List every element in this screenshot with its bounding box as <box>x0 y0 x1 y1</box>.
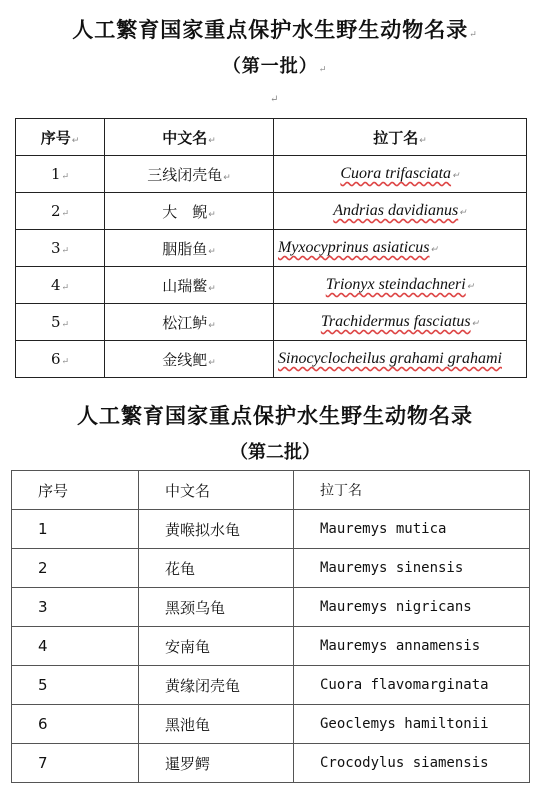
cell-number: 7 <box>12 744 139 783</box>
cell-latin-name: Myxocyprinus asiaticus↵ <box>274 230 527 267</box>
cell-latin-name: Mauremys nigricans <box>294 588 530 627</box>
table-row <box>12 744 530 783</box>
cell-number: 2 <box>12 549 139 588</box>
cell-chinese-name: 黄缘闭壳龟 <box>139 666 294 705</box>
cell-latin-name: Mauremys annamensis <box>294 627 530 666</box>
cell-chinese-name: 黑颈乌龟 <box>139 588 294 627</box>
list1-batch-text: （第一批） <box>222 56 318 77</box>
cell-chinese-name: 金线鲃↵ <box>105 341 274 378</box>
list2-title: 人工繁育国家重点保护水生野生动物名录 <box>77 403 473 428</box>
cell-number: 5↵ <box>16 304 105 341</box>
table-row <box>16 267 527 304</box>
header-cell-latin-name: 拉丁名 <box>294 471 530 510</box>
table-row <box>12 705 530 744</box>
table-row <box>12 588 530 627</box>
table-row <box>16 230 527 267</box>
cell-chinese-name: 山瑞鳖↵ <box>105 267 274 304</box>
table-header-row <box>12 471 530 510</box>
header-cell-number: 序号 <box>12 471 139 510</box>
cell-latin-name: Geoclemys hamiltonii <box>294 705 530 744</box>
cell-number: 1 <box>12 510 139 549</box>
table-row <box>16 193 527 230</box>
cell-latin-name: Trachidermus fasciatus↵ <box>274 304 527 341</box>
list1-title-text: 人工繁育国家重点保护水生野生动物名录 <box>72 17 469 42</box>
cell-latin-name: Cuora flavomarginata <box>294 666 530 705</box>
cell-latin-name: Sinocyclocheilus grahami grahami <box>274 341 527 378</box>
table-row <box>12 510 530 549</box>
cell-latin-name: Crocodylus siamensis <box>294 744 530 783</box>
cell-number: 4↵ <box>16 267 105 304</box>
cell-number: 4 <box>12 627 139 666</box>
header-cell-chinese-name: 中文名↵ <box>105 119 274 156</box>
cell-chinese-name: 黄喉拟水龟 <box>139 510 294 549</box>
table-row <box>16 341 527 378</box>
table-header-row <box>16 119 527 156</box>
paragraph-mark-icon: ↵ <box>318 65 328 75</box>
cell-chinese-name: 黑池龟 <box>139 705 294 744</box>
cell-latin-name: Andrias davidianus↵ <box>274 193 527 230</box>
cell-number: 5 <box>12 666 139 705</box>
list2-batch: （第二批） <box>230 442 320 463</box>
cell-number: 2↵ <box>16 193 105 230</box>
paragraph-mark-icon: ↵ <box>469 30 478 40</box>
cell-chinese-name: 大 鲵↵ <box>105 193 274 230</box>
paragraph-mark-icon: ↵ <box>270 94 279 105</box>
table-row <box>12 666 530 705</box>
cell-latin-name: Mauremys mutica <box>294 510 530 549</box>
cell-latin-name: Cuora trifasciata↵ <box>274 156 527 193</box>
list1-batch <box>0 52 550 78</box>
cell-chinese-name: 松江鲈↵ <box>105 304 274 341</box>
list1-title <box>0 14 550 44</box>
table-row <box>16 304 527 341</box>
cell-chinese-name: 胭脂鱼↵ <box>105 230 274 267</box>
header-cell-chinese-name: 中文名 <box>139 471 294 510</box>
table-row <box>16 156 527 193</box>
list1-table <box>15 118 527 378</box>
cell-number: 3 <box>12 588 139 627</box>
cell-latin-name: Trionyx steindachneri↵ <box>274 267 527 304</box>
cell-chinese-name: 暹罗鳄 <box>139 744 294 783</box>
cell-chinese-name: 安南龟 <box>139 627 294 666</box>
header-cell-number: 序号↵ <box>16 119 105 156</box>
list2-table <box>11 470 530 783</box>
cell-number: 6↵ <box>16 341 105 378</box>
cell-number: 6 <box>12 705 139 744</box>
table-row <box>12 549 530 588</box>
cell-number: 1↵ <box>16 156 105 193</box>
cell-latin-name: Mauremys sinensis <box>294 549 530 588</box>
header-cell-latin-name: 拉丁名↵ <box>274 119 527 156</box>
cell-chinese-name: 三线闭壳龟↵ <box>105 156 274 193</box>
cell-chinese-name: 花龟 <box>139 549 294 588</box>
table-row <box>12 627 530 666</box>
cell-number: 3↵ <box>16 230 105 267</box>
